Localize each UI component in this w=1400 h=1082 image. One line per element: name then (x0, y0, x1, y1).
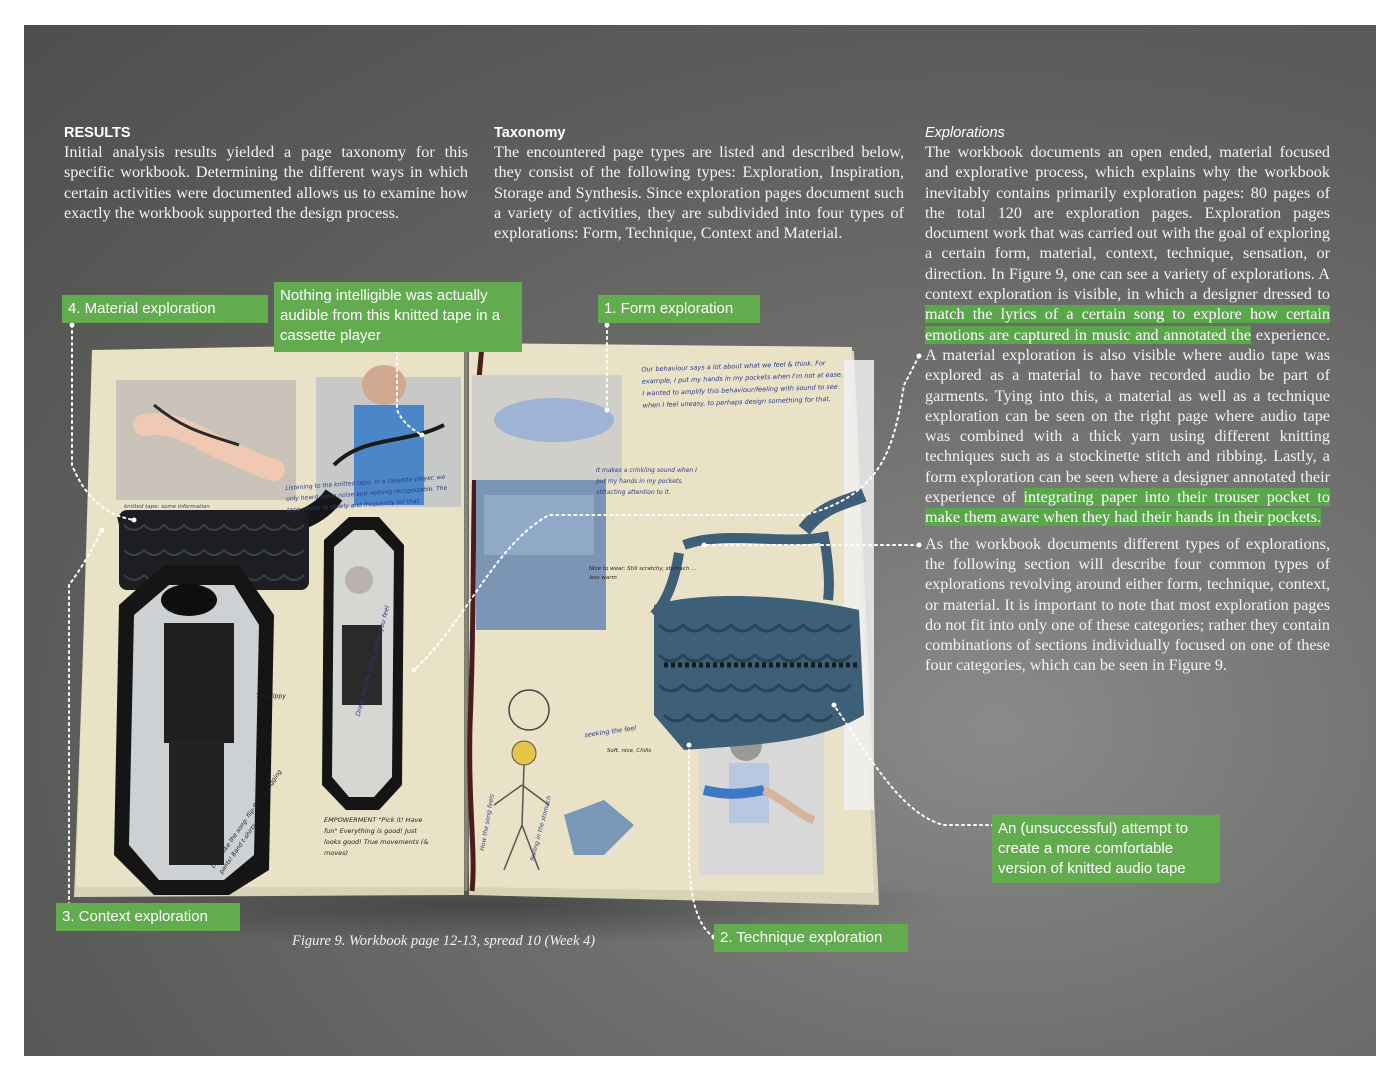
results-heading: RESULTS (64, 125, 131, 141)
tag-technique-exploration: 2. Technique exploration (714, 924, 908, 952)
highlight-lyrics: match the lyrics of a certain song to explore how certain emotions are captured in music and annotated the (925, 305, 1330, 344)
taxonomy-body: The encountered page types are listed and described below, they consist of the following types: Exploration, Inspiration, Storage and Synthesis. Since exploration pages document such a variety of activities, they are subdivided into four types of explorations: Form, Technique, Context and Material. (494, 143, 904, 243)
text-run: The workbook documents an open ended, material focused and explorative process, which explains why the workbook inevitably contains primarily exploration pages: 80 pages of the total 120 are exploration pages. Exploration pages document work that was carried out with the goal of exploring a certain form, material, context, technique, sensation, or direction. In Figure 9, one can see a variety of explorations. A context exploration is visible, in which a designer dressed to (925, 143, 1330, 304)
tag-form-exploration: 1. Form exploration (598, 295, 760, 323)
leader-material (72, 325, 134, 520)
taxonomy-heading: Taxonomy (494, 125, 566, 141)
leader-unsuccessful (834, 705, 994, 825)
tag-unsuccessful-attempt: An (unsuccessful) attempt to create a more comfortable version of knitted audio tape (992, 815, 1220, 883)
text-run: experience. A material exploration is also visible where audio tape was explored as a material to have recorded audio be part of garments. Tying into this, a material as well as a technique exploration can be seen on the right page where audio tape was combined with a thick yarn using different knitting techniques such as a stockinette stitch and ribbing. Lastly, a form exploration can be seen where a designer annotated their experience of (925, 325, 1331, 507)
explorations-heading: Explorations (925, 125, 1005, 141)
note-feel: feeling in the stomach (529, 795, 554, 862)
note-soft: Soft, nice, Chills (607, 748, 652, 754)
note-stitch: Nice to wear: Still scratchy, stomach ... less warm (589, 566, 697, 581)
figure-caption: Figure 9. Workbook page 12-13, spread 10 (Week 4) (292, 933, 596, 949)
leader-lines (24, 25, 1376, 1056)
note-empowerment: EMPOWERMENT "Pick it! Have fun" Everything is good! Just looks good! True movements (& moves) (324, 816, 429, 857)
results-body: Initial analysis results yielded a page taxonomy for this specific workbook. Determining the different ways in which certain activities were documented allows us to examine how exactly the workbook supported the design process. (64, 143, 468, 222)
note-knit: knitted tape: some information (124, 504, 210, 510)
leader-audible (397, 345, 422, 435)
tag-audible-note: Nothing intelligible was actually audible from this knitted tape in a cassette player (274, 282, 522, 352)
note-sketch: How the song feels (479, 793, 496, 852)
note-seeking: seeking the feel (583, 724, 637, 740)
tag-material-exploration: 4. Material exploration (62, 295, 268, 323)
note-listening: Listening to the knitted tape, in a cassette player, we only heard some noise and nothing recognizable. The tape needs to slowly and frequently for that. (285, 473, 448, 514)
highlight-pocket: integrating paper into their trouser pocket to make them aware when they had their hands in their pockets. (925, 488, 1330, 527)
note-form: Our behaviour says a lot about what we feel & think. For example, I put my hands in my pockets when I'm not at ease. I wanted to amplify this behaviour/feeling with sound to see when I feel uneasy, to perhaps design something for that. (641, 359, 844, 410)
note-slippy: Too slippy (256, 693, 286, 700)
note-dress2: Dress like the song: flip-flops & jogging pants! Band t-shirts. (209, 768, 284, 876)
figure-panel (24, 25, 1376, 1056)
explorations-paragraph-2: As the workbook documents different types of explorations, the following section will describe four common types of explorations revolving around either form, technique, context, or material. It is important to note that most exploration pages do not fit into only one of these categories; rather they contain combinations of sections individually focused on one of these four categories, which can be seen in Figure 9. (925, 534, 1330, 675)
tag-context-exploration: 3. Context exploration (56, 903, 240, 931)
leader-context (69, 530, 102, 905)
leader-technique (689, 745, 714, 937)
note-crinkle: It makes a crinkling sound when I put my hands in my pockets, attracting attention to it. (596, 467, 697, 496)
leader-lyrics (414, 356, 919, 670)
note-dress: Dress like the song makes you feel (354, 604, 392, 718)
